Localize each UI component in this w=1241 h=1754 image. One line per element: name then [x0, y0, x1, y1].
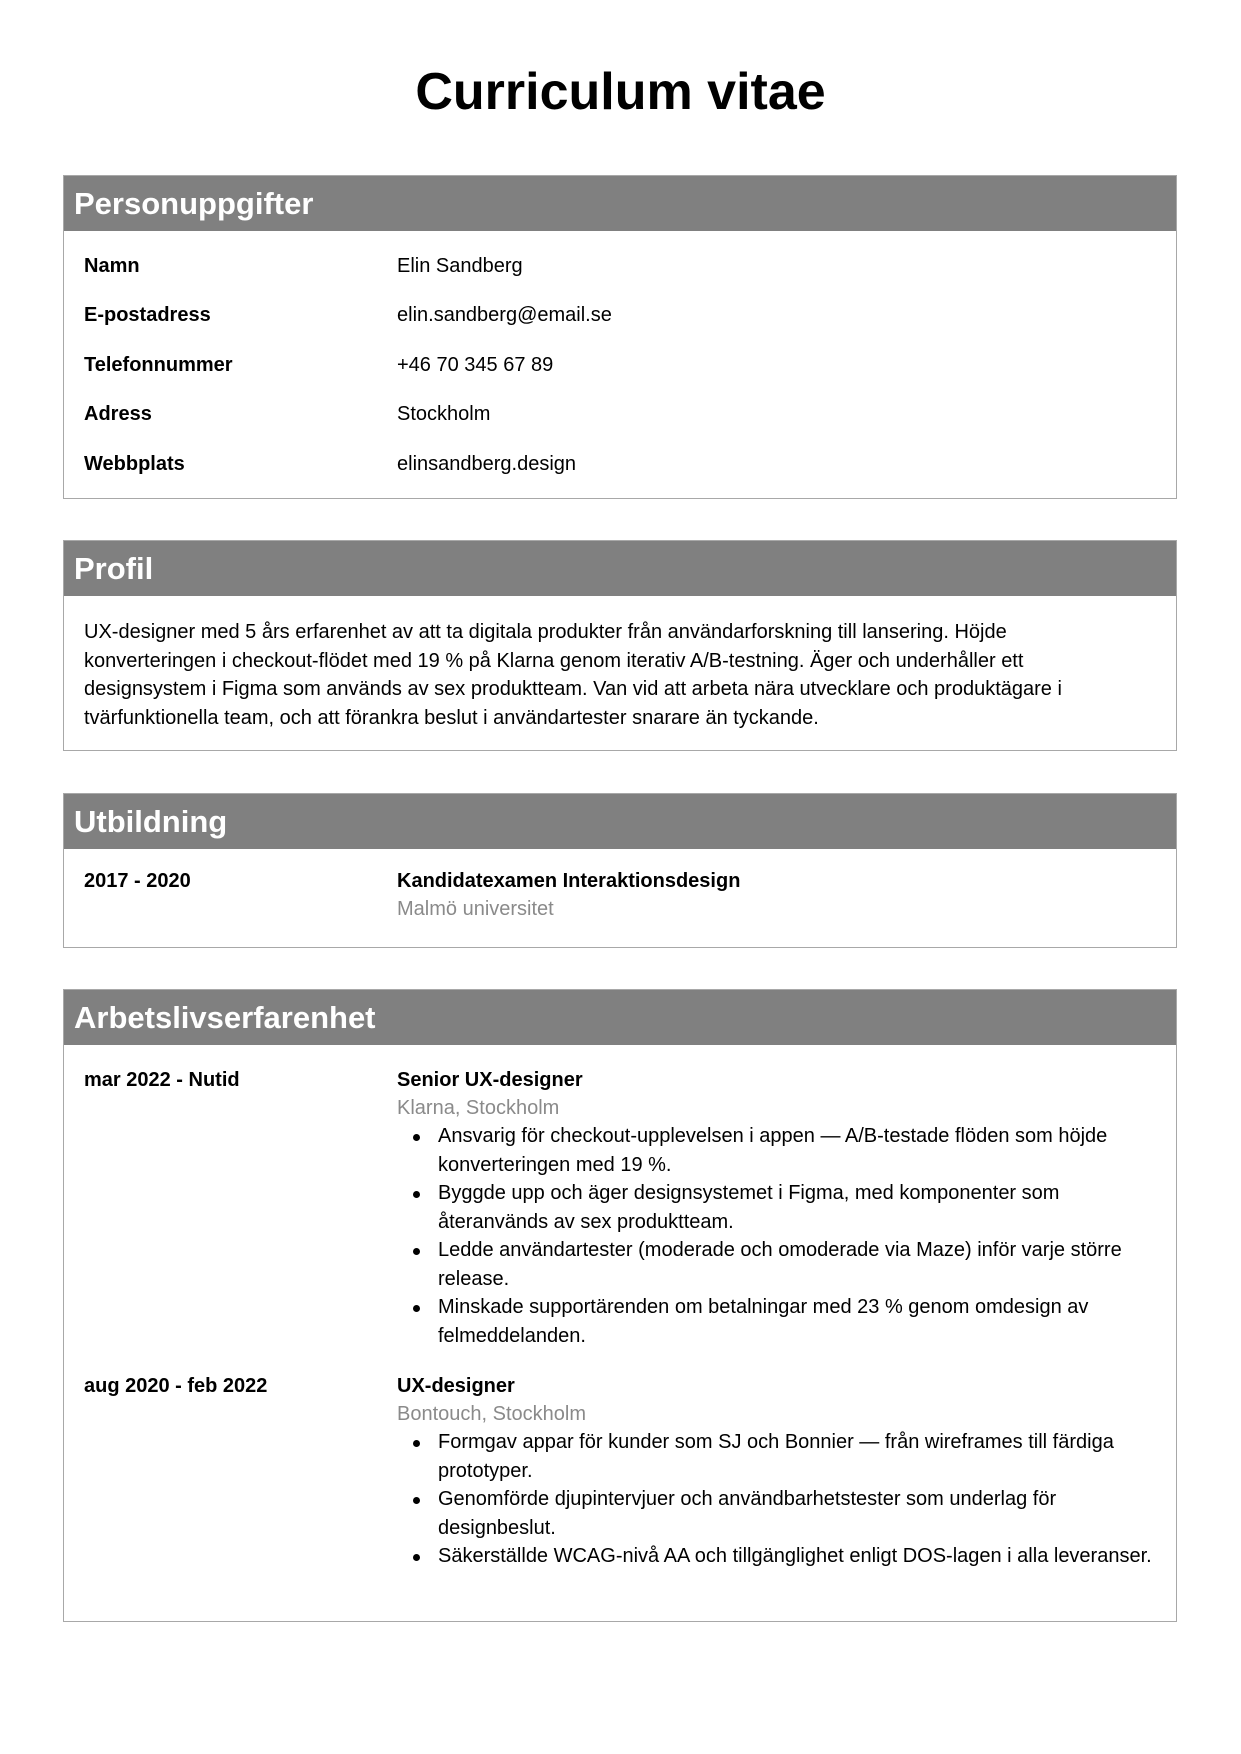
job-title: UX-designer — [397, 1375, 515, 1397]
bullet-item: Genomförde djupintervjuer och användbarhetstester som underlag för designbeslut. — [397, 1485, 1156, 1542]
employer: Klarna, Stockholm — [397, 1097, 560, 1119]
employer: Bontouch, Stockholm — [397, 1403, 586, 1425]
bullet-item: Säkerställde WCAG-nivå AA och tillgänglighet enligt DOS-lagen i alla leveranser. — [397, 1542, 1156, 1571]
bullet-item: Ansvarig för checkout-upplevelsen i appen — A/B-testade flöden som höjde konverteringen med 19 %. — [397, 1122, 1156, 1179]
bullet-icon — [413, 1134, 420, 1141]
section-profile — [63, 540, 1177, 751]
section-heading-experience: Arbetslivserfarenhet — [64, 990, 1176, 1045]
field-label: Webbplats — [84, 453, 185, 475]
field-value: elinsandberg.design — [397, 453, 577, 475]
field-label: Adress — [84, 403, 152, 425]
job-bullets — [397, 1428, 1156, 1571]
bullet-item: Formgav appar för kunder som SJ och Bonnier — från wireframes till färdiga prototyper. — [397, 1428, 1156, 1485]
experience-period: aug 2020 - feb 2022 — [84, 1375, 268, 1397]
page-title: Curriculum vitae — [415, 63, 826, 121]
section-personal — [63, 175, 1177, 499]
bullet-icon — [413, 1440, 420, 1447]
education-school: Malmö universitet — [397, 898, 554, 920]
education-degree: Kandidatexamen Interaktionsdesign — [397, 870, 741, 892]
bullet-item: Minskade supportärenden om betalningar med 23 % genom omdesign av felmeddelanden. — [397, 1293, 1156, 1350]
field-value: Stockholm — [397, 403, 491, 425]
education-period: 2017 - 2020 — [84, 870, 191, 892]
field-label: E-postadress — [84, 304, 211, 326]
experience-period: mar 2022 - Nutid — [84, 1069, 240, 1091]
profile-text: UX-designer med 5 års erfarenhet av att ta digitala produkter från användarforskning till lansering. Höjde konverteringen i checkout-flödet med 19 % på Klarna genom iterativ A/B-testning. Äger och underhåller ett designsystem i Figma som används av sex produktteam. Van vid att arbeta nära utvecklare och produktägare i tvärfunktionella team, och att förankra beslut i användartester snarare än tyckande. — [84, 621, 1062, 729]
section-heading-profile: Profil — [64, 541, 1176, 596]
bullet-icon — [413, 1191, 420, 1198]
bullet-icon — [413, 1305, 420, 1312]
field-value: elin.sandberg@email.se — [397, 304, 612, 326]
job-bullets — [397, 1122, 1156, 1350]
bullet-item: Ledde användartester (moderade och omoderade via Maze) inför varje större release. — [397, 1236, 1156, 1293]
bullet-icon — [413, 1248, 420, 1255]
field-label: Namn — [84, 255, 140, 277]
field-value: Elin Sandberg — [397, 255, 523, 277]
bullet-item: Byggde upp och äger designsystemet i Figma, med komponenter som återanvänds av sex produktteam. — [397, 1179, 1156, 1236]
section-heading-education: Utbildning — [64, 794, 1176, 849]
field-label: Telefonnummer — [84, 354, 233, 376]
section-experience — [63, 989, 1177, 1622]
bullet-icon — [413, 1497, 420, 1504]
section-education — [63, 793, 1177, 948]
field-value: +46 70 345 67 89 — [397, 354, 554, 376]
bullet-icon — [413, 1554, 420, 1561]
job-title: Senior UX-designer — [397, 1069, 583, 1091]
section-heading-personal: Personuppgifter — [64, 176, 1176, 231]
